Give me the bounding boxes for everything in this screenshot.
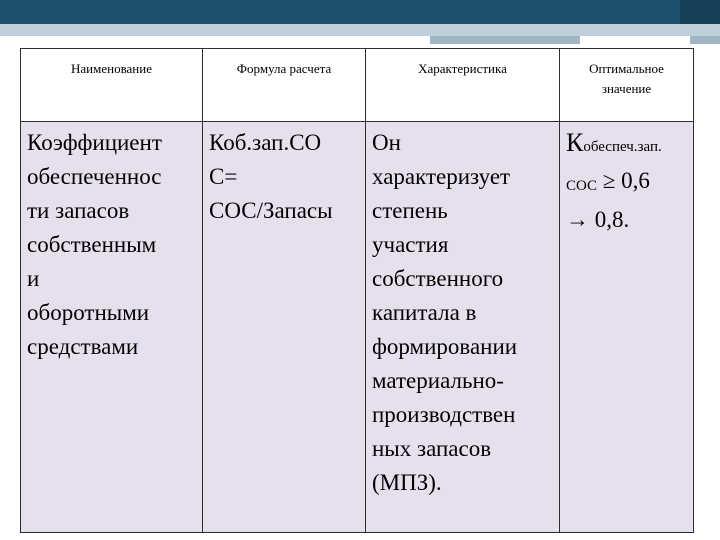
optimal-value	[566, 126, 689, 237]
cell-formula	[203, 122, 366, 533]
optimal-line3: → 0,8.	[566, 207, 630, 232]
decor-stripe-1	[430, 36, 580, 44]
decor-stripe-2	[690, 36, 720, 44]
header-optimal: Оптимальное значение	[560, 49, 694, 122]
formula-text: Коб.зап.СО С= СОС/Запасы	[209, 130, 333, 223]
cell-name	[21, 122, 203, 533]
table-row	[21, 122, 694, 533]
optimal-sub2: СОС	[566, 178, 598, 194]
header-characteristic: Характеристика	[366, 49, 560, 122]
characteristic-text: Он характеризует степень участия собственного капитала в формировании материально- производствен ных запасов (МПЗ).	[372, 130, 518, 495]
top-decor-bar	[0, 0, 720, 24]
header-formula: Формула расчета	[203, 49, 366, 122]
name-text: Коэффициент обеспеченнос ти запасов собственным и оборотными средствами	[27, 130, 162, 359]
header-row	[21, 49, 694, 122]
optimal-sub1: обеспеч.зап.	[583, 139, 662, 155]
ratio-table	[20, 48, 694, 533]
header-name: Наименование	[21, 49, 203, 122]
top-decor-accent	[680, 0, 720, 24]
optimal-k: К	[566, 128, 584, 157]
top-decor-band	[0, 24, 720, 36]
cell-characteristic	[366, 122, 560, 533]
cell-optimal	[560, 122, 694, 533]
optimal-rel: ≥ 0,6	[597, 168, 650, 193]
